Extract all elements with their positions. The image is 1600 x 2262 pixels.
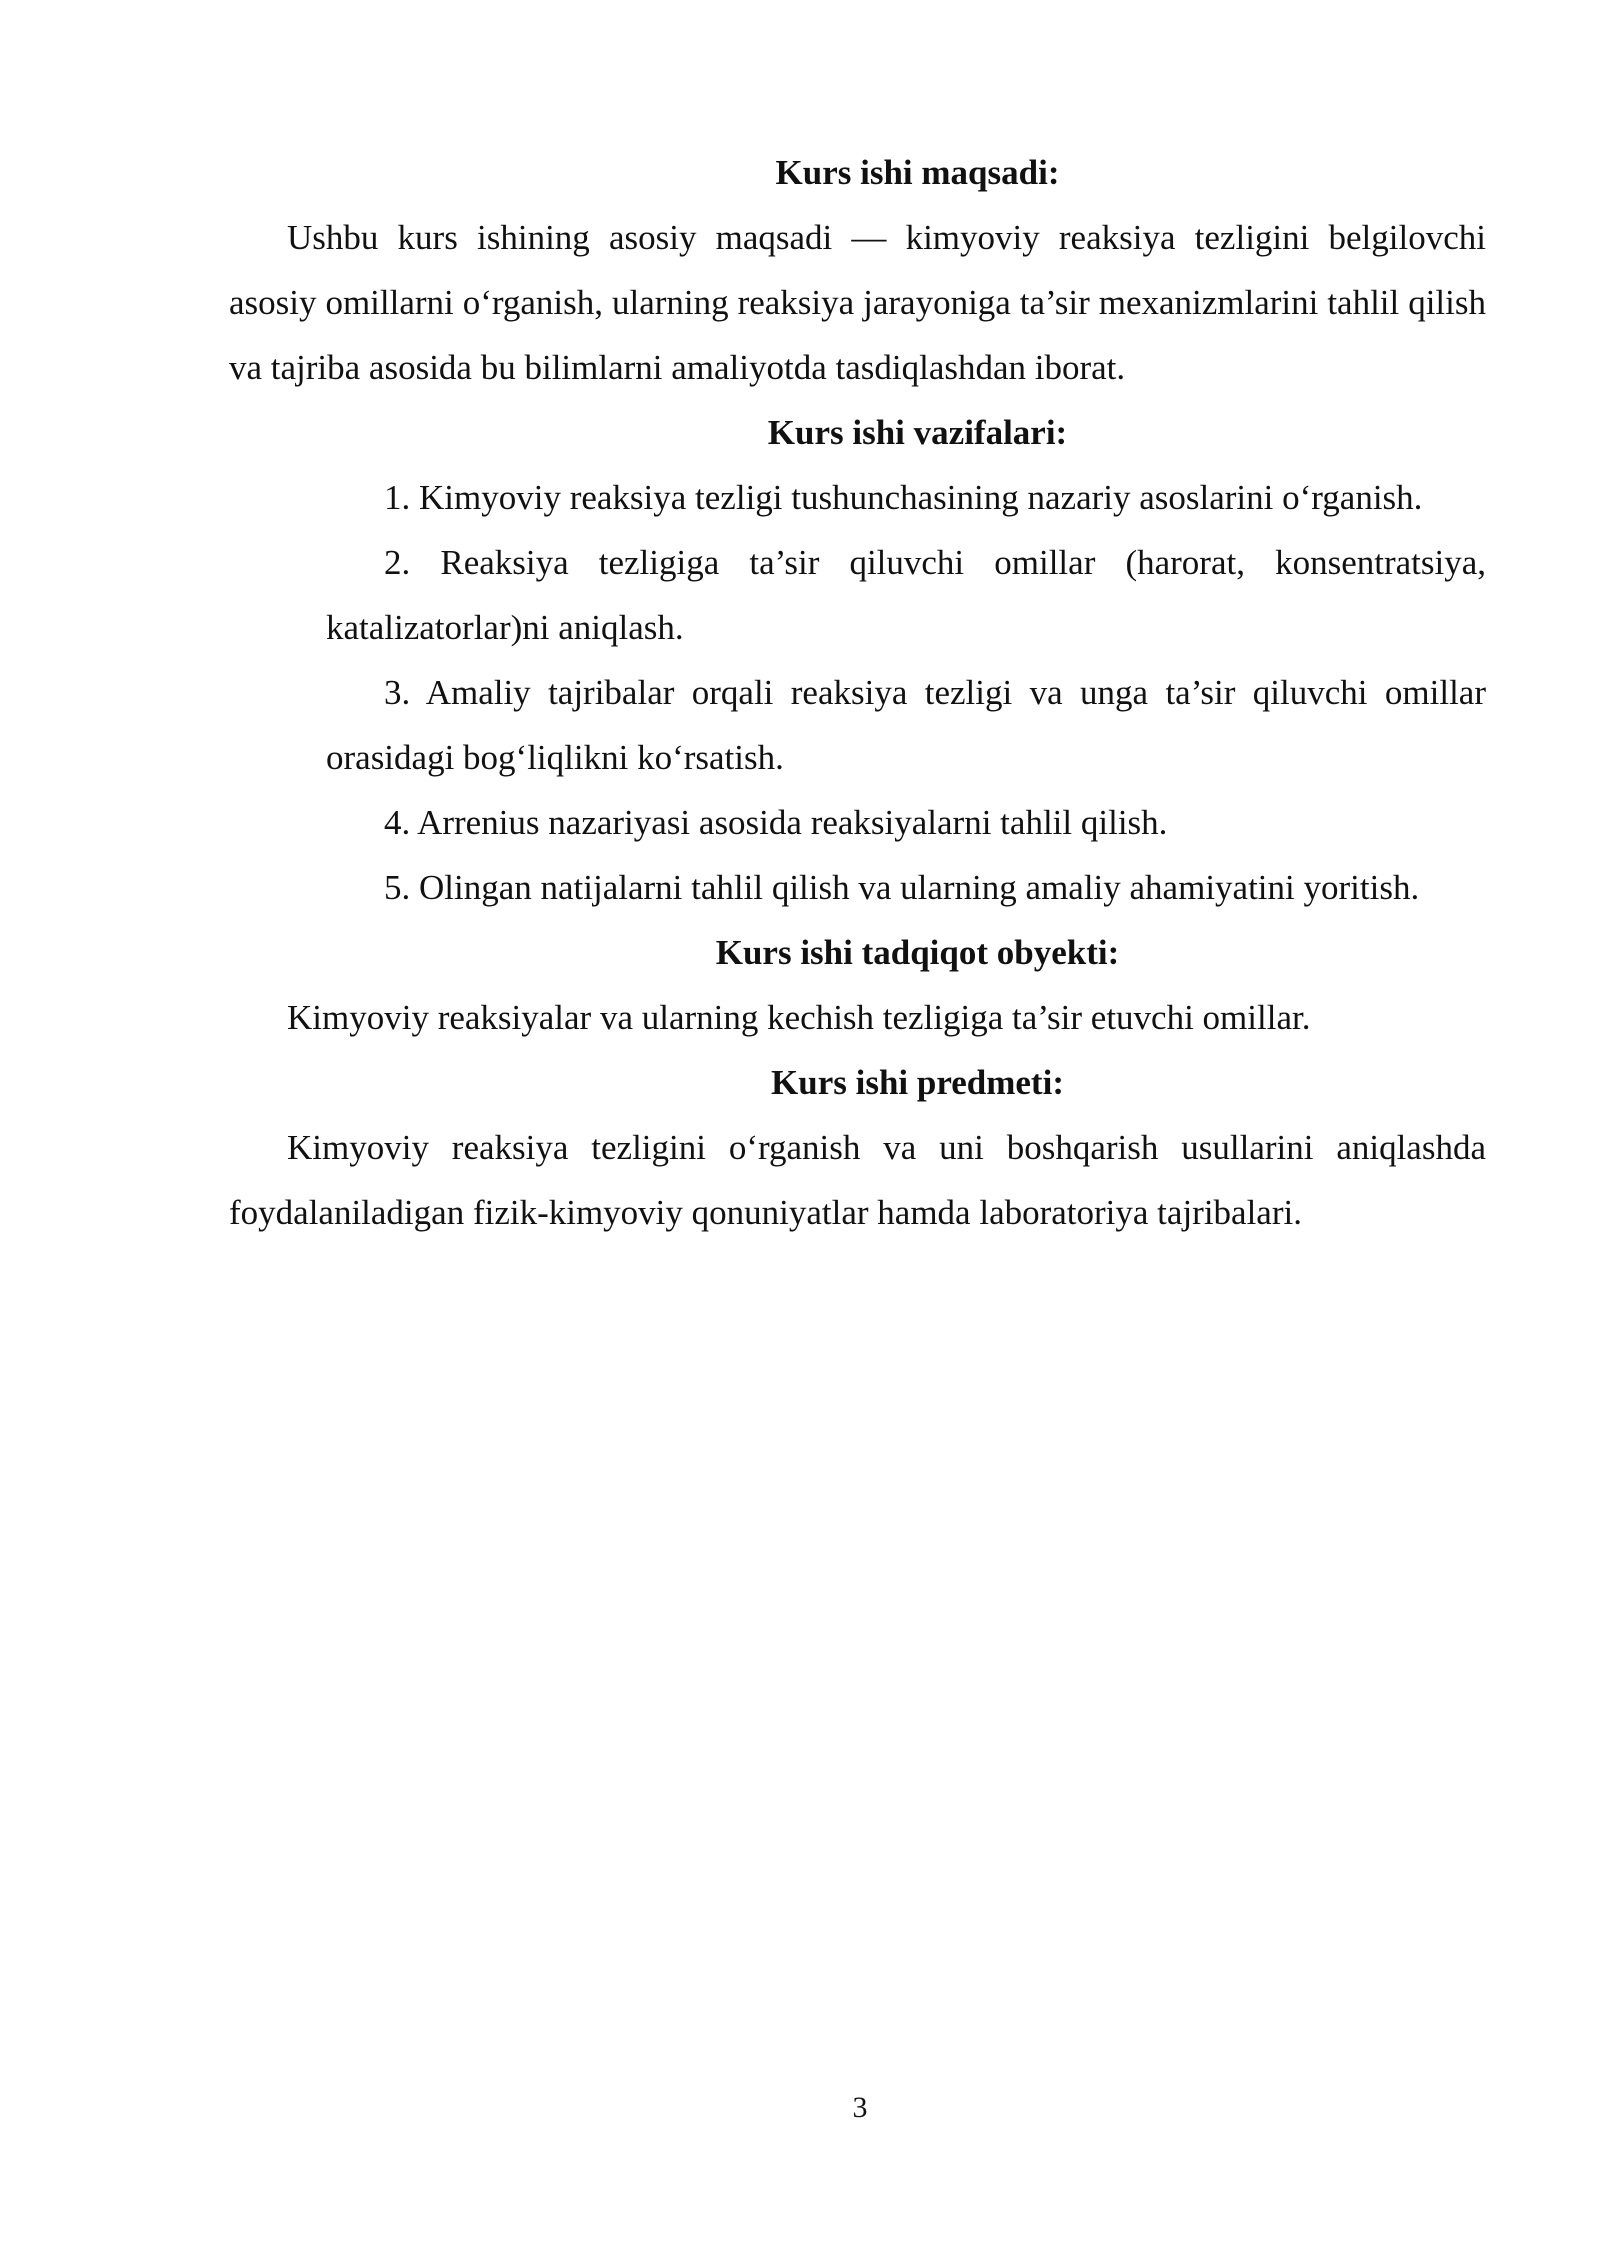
task-number: 1.: [384, 478, 411, 517]
task-text: Arrenius nazariyasi asosida reaksiyalarni tahlil qilish.: [417, 803, 1168, 842]
task-item-1: [326, 465, 1486, 530]
task-item-2: [326, 530, 1486, 660]
task-number: 3.: [384, 673, 411, 712]
task-item-3: [326, 660, 1486, 790]
task-number: 4.: [384, 803, 411, 842]
goal-heading: Kurs ishi maqsadi:: [775, 153, 1060, 192]
object-heading: Kurs ishi tadqiqot obyekti:: [715, 933, 1120, 972]
task-item-4: [326, 790, 1486, 855]
goal-paragraph: Ushbu kurs ishining asosiy maqsadi — kimyoviy reaksiya tezligini belgilovchi asosiy omillarni o‘rganish, ularning reaksiya jarayoniga ta’sir mexanizmlarini tahlil qilish va tajriba asosida bu bilimlarni amaliyotda tasdiqlashdan iborat.: [229, 218, 1486, 387]
task-number: 5.: [384, 868, 411, 907]
document-page: [229, 140, 1486, 1245]
task-text: Kimyoviy reaksiya tezligi tushunchasining nazariy asoslarini o‘rganish.: [419, 478, 1423, 517]
task-number: 2.: [384, 543, 411, 582]
page-number: 3: [852, 2091, 868, 2124]
subject-heading: Kurs ishi predmeti:: [771, 1063, 1064, 1102]
task-text: Reaksiya tezligiga ta’sir qiluvchi omillar (harorat, konsentratsiya, katalizatorlar)ni aniqlash.: [326, 543, 1486, 647]
object-paragraph: Kimyoviy reaksiyalar va ularning kechish tezligiga ta’sir etuvchi omillar.: [287, 998, 1311, 1037]
task-text: Amaliy tajribalar orqali reaksiya tezligi va unga ta’sir qiluvchi omillar orasidagi bog‘liqlikni ko‘rsatish.: [326, 673, 1486, 777]
subject-paragraph: Kimyoviy reaksiya tezligini o‘rganish va uni boshqarish usullarini aniqlashda foydalaniladigan fizik-kimyoviy qonuniyatlar hamda laboratoriya tajribalari.: [229, 1128, 1486, 1232]
tasks-heading: Kurs ishi vazifalari:: [767, 413, 1068, 452]
tasks-list: [229, 465, 1486, 920]
task-text: Olingan natijalarni tahlil qilish va ularning amaliy ahamiyatini yoritish.: [419, 868, 1420, 907]
task-item-5: [326, 855, 1486, 920]
